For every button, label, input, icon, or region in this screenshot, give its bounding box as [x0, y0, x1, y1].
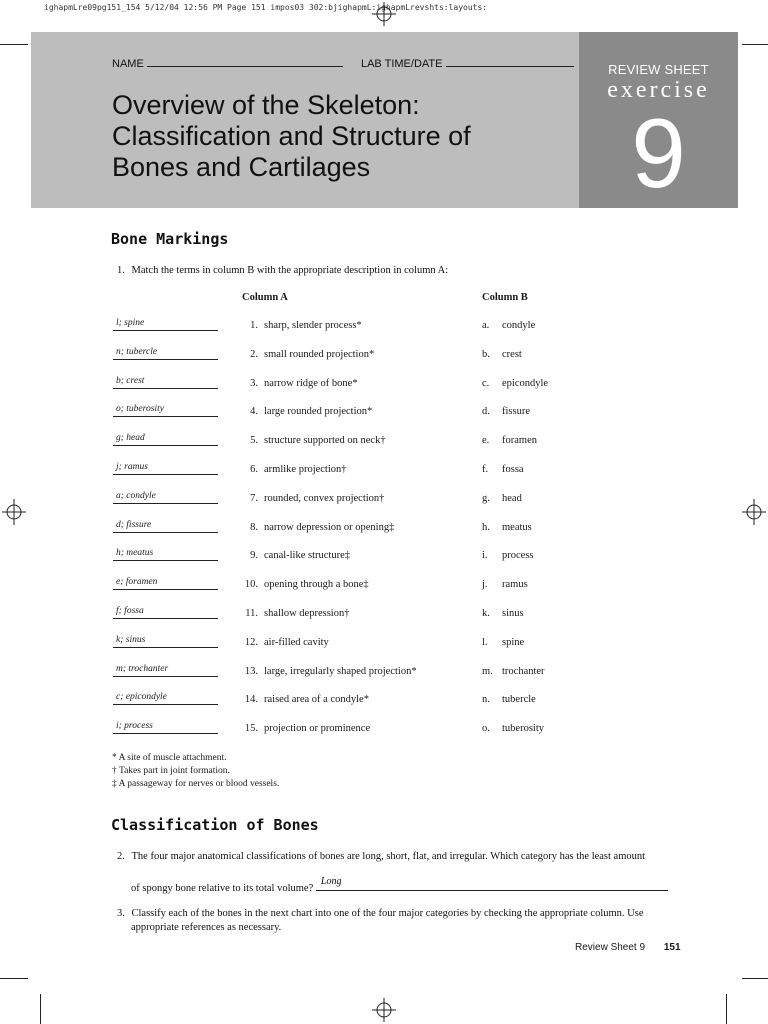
term-text: meatus — [502, 522, 532, 533]
answer-blank[interactable]: d; fissure — [113, 519, 218, 533]
answer-blank[interactable]: f; fossa — [113, 605, 218, 619]
registration-mark — [372, 2, 396, 26]
registration-mark — [372, 998, 396, 1022]
question-text: The four major anatomical classifications of bones are long, short, flat, and irregular. Which category has the least amount — [131, 851, 646, 862]
answer-blank[interactable]: j; ramus — [113, 461, 218, 475]
answer-blank[interactable]: n; tubercle — [113, 346, 218, 360]
description-text: canal-like structure‡ — [264, 550, 350, 561]
answer-blank[interactable]: h; meatus — [113, 547, 218, 561]
term-text: ramus — [502, 579, 528, 590]
column-a-description — [236, 406, 372, 417]
term-letter: f. — [482, 464, 489, 475]
term-letter: o. — [482, 723, 490, 734]
description-text: narrow ridge of bone* — [264, 378, 358, 389]
question-number: 2. — [117, 851, 125, 862]
term-text: process — [502, 550, 534, 561]
name-field[interactable] — [147, 56, 343, 67]
crop-mark — [742, 44, 768, 45]
column-a-header: Column A — [242, 292, 288, 303]
page-number: 151 — [663, 942, 681, 953]
item-number: 8. — [250, 522, 258, 533]
column-b-term — [482, 608, 524, 619]
answer-field[interactable] — [316, 878, 668, 891]
handwritten-answer: Long — [320, 876, 342, 887]
item-number: 3. — [250, 378, 258, 389]
term-letter: l. — [482, 637, 488, 648]
item-number: 6. — [250, 464, 258, 475]
column-b-term — [482, 406, 530, 417]
question-2 — [117, 850, 687, 864]
item-number: 12. — [244, 637, 258, 648]
term-text: epicondyle — [502, 378, 549, 389]
column-b-term — [482, 349, 522, 360]
description-text: raised area of a condyle* — [264, 694, 369, 705]
column-b-term — [482, 723, 544, 734]
term-text: foramen — [502, 435, 537, 446]
term-letter: m. — [482, 666, 493, 677]
title-line: Classification and Structure of — [112, 121, 471, 151]
item-number: 11. — [245, 608, 258, 619]
answer-blank[interactable]: k; sinus — [113, 634, 218, 648]
footnote: † Takes part in joint formation. — [112, 766, 230, 776]
description-text: opening through a bone‡ — [264, 579, 369, 590]
question-text: Match the terms in column B with the appropriate description in column A: — [131, 265, 449, 276]
term-letter: c. — [482, 378, 490, 389]
column-a-description — [236, 637, 329, 648]
column-a-description — [236, 666, 417, 677]
footnotes — [112, 752, 279, 791]
answer-blank[interactable]: b; crest — [113, 375, 218, 389]
term-text: crest — [502, 349, 522, 360]
column-b-term — [482, 637, 524, 648]
registration-mark — [2, 499, 26, 525]
column-b-term — [482, 522, 532, 533]
exercise-box — [579, 32, 738, 208]
answer-blank[interactable]: g; head — [113, 432, 218, 446]
term-letter: h. — [482, 522, 490, 533]
description-text: small rounded projection* — [264, 349, 375, 360]
footnote: * A site of muscle attachment. — [112, 753, 227, 763]
column-a-description — [236, 464, 347, 475]
question-3 — [117, 907, 697, 935]
description-text: projection or prominence — [264, 723, 371, 734]
description-text: large, irregularly shaped projection* — [264, 666, 417, 677]
answer-blank[interactable]: l; spine — [113, 317, 218, 331]
item-number: 7. — [250, 493, 258, 504]
term-letter: k. — [482, 608, 490, 619]
question-text: appropriate references as necessary. — [131, 922, 282, 933]
column-b-term — [482, 464, 524, 475]
registration-mark — [742, 499, 766, 525]
column-b-term — [482, 579, 528, 590]
term-text: tuberosity — [502, 723, 544, 734]
item-number: 1. — [250, 320, 258, 331]
title-line: Bones and Cartilages — [112, 152, 371, 182]
footer-label: Review Sheet 9 — [575, 942, 646, 953]
description-text: structure supported on neck† — [264, 435, 386, 446]
exercise-label: exercise — [607, 77, 710, 103]
term-letter: d. — [482, 406, 490, 417]
term-letter: b. — [482, 349, 490, 360]
exercise-number: 9 — [631, 98, 686, 208]
item-number: 5. — [250, 435, 258, 446]
term-letter: i. — [482, 550, 488, 561]
term-letter: j. — [482, 579, 488, 590]
term-text: fossa — [502, 464, 524, 475]
column-b-term — [482, 550, 534, 561]
column-a-description — [236, 349, 374, 360]
name-row — [112, 56, 574, 70]
description-text: air-filled cavity — [264, 637, 329, 648]
print-slug: ighapmLre09pg151_154 5/12/04 12:56 PM Page 151 impos03 302:bjighapmL:ighapmLrevshts:layouts: — [44, 3, 488, 12]
column-b-term — [482, 493, 522, 504]
page-title — [112, 90, 572, 183]
description-text: rounded, convex projection† — [264, 493, 385, 504]
question-text: Classify each of the bones in the next chart into one of the four major categories by checking the appropriate column. Use — [131, 908, 644, 919]
crop-mark — [726, 994, 727, 1024]
crop-mark — [0, 44, 28, 45]
answer-blank[interactable]: m; trochanter — [113, 663, 218, 677]
column-b-term — [482, 378, 548, 389]
item-number: 13. — [244, 666, 258, 677]
column-a-description — [236, 522, 394, 533]
item-number: 4. — [250, 406, 258, 417]
column-b-term — [482, 320, 535, 331]
answer-blank[interactable]: o; tuberosity — [113, 403, 218, 417]
item-number: 10. — [244, 579, 258, 590]
question-2-line2 — [131, 878, 691, 896]
item-number: 14. — [244, 694, 258, 705]
description-text: shallow depression† — [264, 608, 350, 619]
term-text: trochanter — [502, 666, 545, 677]
item-number: 15. — [244, 723, 258, 734]
section-heading-bone-markings: Bone Markings — [111, 230, 229, 248]
term-text: condyle — [502, 320, 536, 331]
description-text: narrow depression or opening‡ — [264, 522, 395, 533]
term-letter: g. — [482, 493, 490, 504]
term-text: tubercle — [502, 694, 536, 705]
answer-blank[interactable]: i; process — [113, 720, 218, 734]
lab-time-field[interactable] — [446, 56, 574, 67]
term-text: sinus — [502, 608, 524, 619]
column-a-description — [236, 579, 369, 590]
answer-blank[interactable]: c; epicondyle — [113, 691, 218, 705]
term-text: head — [502, 493, 522, 504]
item-number: 2. — [250, 349, 258, 360]
column-a-description — [236, 694, 369, 705]
column-a-description — [236, 550, 350, 561]
question-1 — [117, 264, 448, 278]
column-b-term — [482, 694, 536, 705]
question-number: 1. — [117, 265, 125, 276]
crop-mark — [40, 994, 41, 1024]
description-text: sharp, slender process* — [264, 320, 362, 331]
column-b-header: Column B — [482, 292, 528, 303]
column-a-description — [236, 378, 358, 389]
description-text: large rounded projection* — [264, 406, 373, 417]
term-letter: e. — [482, 435, 490, 446]
review-sheet-label: REVIEW SHEET — [608, 62, 709, 77]
crop-mark — [0, 978, 28, 979]
lab-time-label: LAB TIME/DATE — [360, 58, 443, 70]
section-heading-classification: Classification of Bones — [111, 816, 319, 834]
name-label: NAME — [112, 58, 144, 70]
column-a-description — [236, 608, 349, 619]
answer-blank[interactable]: a; condyle — [113, 490, 218, 504]
column-a-description — [236, 435, 386, 446]
question-text: of spongy bone relative to its total volume? — [131, 883, 314, 894]
column-a-description — [236, 493, 384, 504]
item-number: 9. — [250, 550, 258, 561]
column-a-description — [236, 723, 370, 734]
term-letter: n. — [482, 694, 490, 705]
title-line: Overview of the Skeleton: — [112, 90, 420, 120]
column-b-term — [482, 435, 537, 446]
column-b-term — [482, 666, 545, 677]
answer-blank[interactable]: e; foramen — [113, 576, 218, 590]
term-text: spine — [502, 637, 525, 648]
column-a-description — [236, 320, 362, 331]
page-footer — [575, 942, 681, 953]
footnote: ‡ A passageway for nerves or blood vessels. — [112, 779, 280, 789]
crop-mark — [742, 978, 768, 979]
question-number: 3. — [117, 908, 125, 919]
description-text: armlike projection† — [264, 464, 347, 475]
term-text: fissure — [502, 406, 530, 417]
term-letter: a. — [482, 320, 490, 331]
